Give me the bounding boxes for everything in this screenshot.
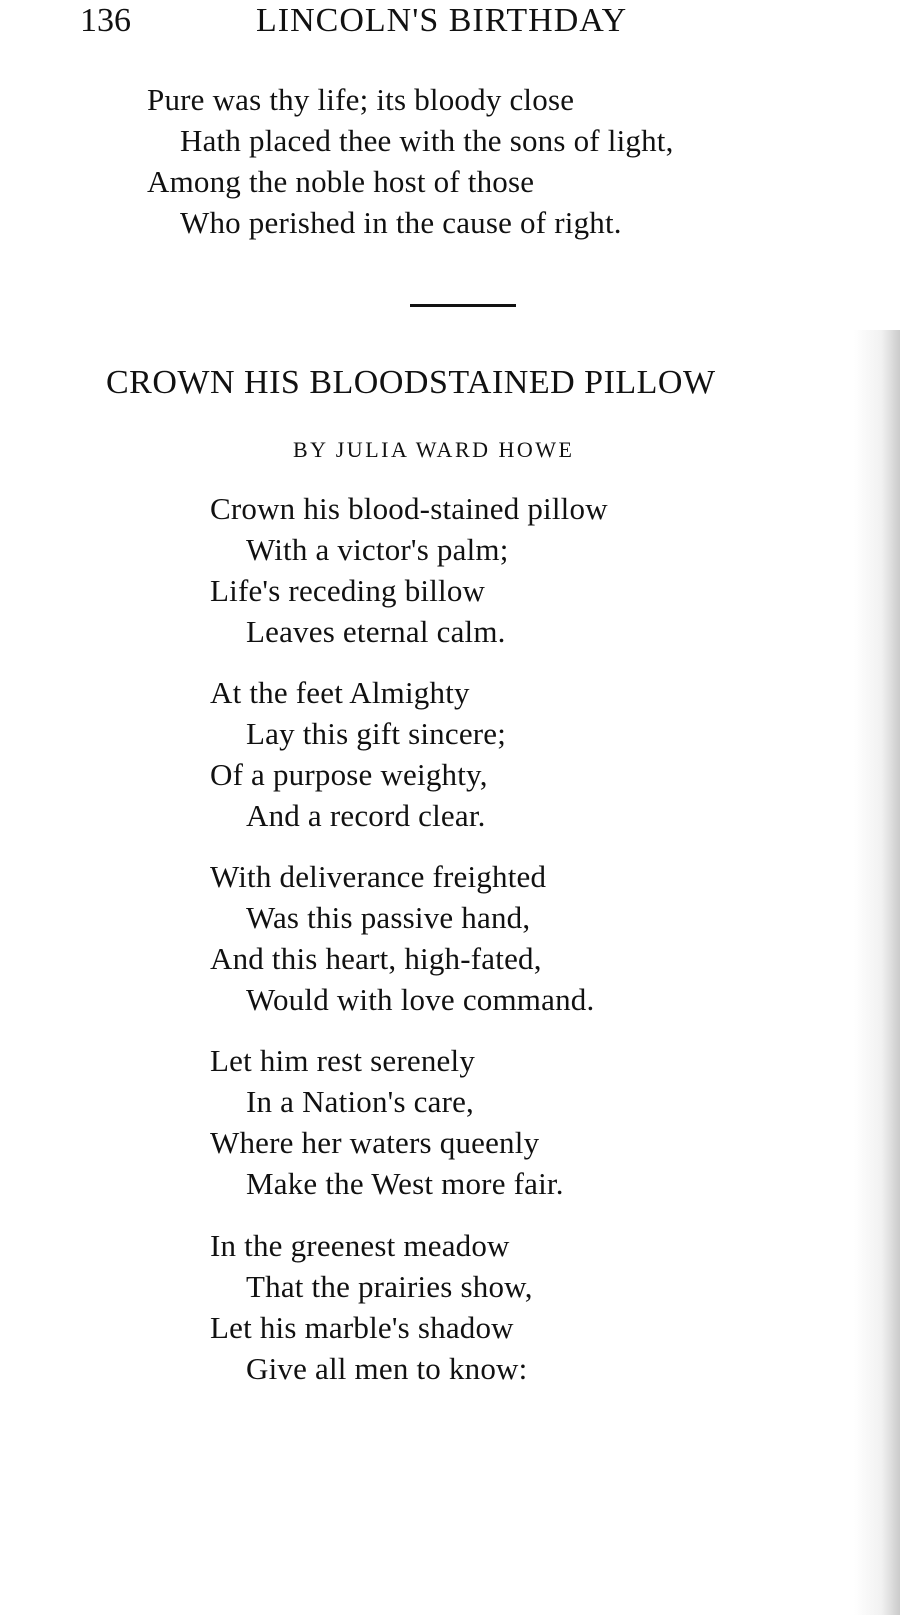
verse-line: And a record clear. (246, 798, 486, 833)
verse-line: Let him rest serenely (210, 1043, 476, 1078)
verse-line: Let his marble's shadow (210, 1310, 514, 1345)
verse-line: At the feet Almighty (210, 675, 470, 710)
verse-line: In the greenest meadow (210, 1228, 510, 1263)
verse-line: Life's receding billow (210, 573, 486, 608)
section-divider-rule (410, 304, 516, 307)
verse-line: In a Nation's care, (246, 1084, 475, 1119)
verse-line: Would with love command. (246, 982, 595, 1017)
verse-line: That the prairies show, (246, 1269, 533, 1304)
poem-title: CROWN HIS BLOODSTAINED PILLOW (106, 364, 716, 401)
verse-line: Among the noble host of those (147, 164, 535, 199)
verse-line: Give all men to know: (246, 1351, 528, 1386)
verse-line: With deliverance freighted (210, 859, 547, 894)
verse-line: Who perished in the cause of right. (180, 205, 622, 240)
running-head (0, 0, 900, 50)
verse-line: Was this passive hand, (246, 900, 531, 935)
running-title: LINCOLN'S BIRTHDAY (256, 2, 628, 39)
verse-line: Make the West more fair. (246, 1166, 564, 1201)
verse-line: Hath placed thee with the sons of light, (180, 123, 674, 158)
page-edge-shadow (854, 330, 900, 1615)
page-number: 136 (80, 2, 131, 39)
verse-line: Crown his blood-stained pillow (210, 491, 608, 526)
verse-line: Leaves eternal calm. (246, 614, 506, 649)
verse-line: Lay this gift sincere; (246, 716, 507, 751)
verse-line: Of a purpose weighty, (210, 757, 488, 792)
verse-line: And this heart, high-fated, (210, 941, 542, 976)
poem-byline: BY JULIA WARD HOWE (293, 437, 575, 462)
verse-line: Pure was thy life; its bloody close (147, 82, 575, 117)
verse-line: With a victor's palm; (246, 532, 509, 567)
verse-line: Where her waters queenly (210, 1125, 540, 1160)
